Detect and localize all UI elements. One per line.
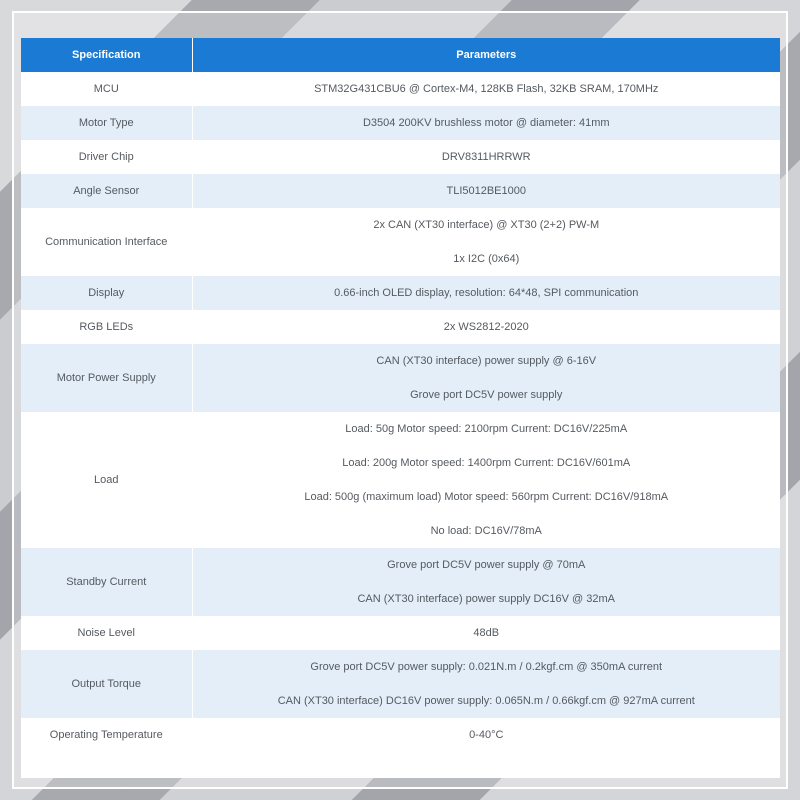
spec-label: Standby Current <box>21 548 192 616</box>
spec-value-line: 1x I2C (0x64) <box>453 253 520 265</box>
header-specification: Specification <box>21 38 192 72</box>
spec-value <box>192 106 780 140</box>
spec-value <box>192 650 780 718</box>
spec-value <box>192 548 780 616</box>
table-row <box>21 106 780 140</box>
spec-value <box>192 276 780 310</box>
spec-table <box>21 38 780 752</box>
spec-label: Motor Type <box>21 106 192 140</box>
spec-label: Noise Level <box>21 616 192 650</box>
spec-value <box>192 140 780 174</box>
spec-value-line: Grove port DC5V power supply: 0.021N.m / 0.2kgf.cm @ 350mA current <box>310 661 663 673</box>
spec-value-line: DRV8311HRRWR <box>441 151 531 163</box>
spec-value-line: Grove port DC5V power supply @ 70mA <box>387 559 586 571</box>
spec-value <box>192 174 780 208</box>
table-row <box>21 650 780 718</box>
spec-label: Display <box>21 276 192 310</box>
spec-value <box>192 208 780 276</box>
spec-panel <box>21 38 780 778</box>
spec-value-line: 0-40°C <box>469 729 504 741</box>
table-row <box>21 276 780 310</box>
spec-label: RGB LEDs <box>21 310 192 344</box>
spec-value-line: 0.66-inch OLED display, resolution: 64*48, SPI communication <box>334 287 639 299</box>
spec-value-line: No load: DC16V/78mA <box>430 525 542 537</box>
spec-value-line: 2x CAN (XT30 interface) @ XT30 (2+2) PW-M <box>373 219 600 231</box>
spec-value-line: STM32G431CBU6 @ Cortex-M4, 128KB Flash, 32KB SRAM, 170MHz <box>314 83 659 95</box>
spec-value-line: Load: 500g (maximum load) Motor speed: 560rpm Current: DC16V/918mA <box>304 491 669 503</box>
spec-value-line: TLI5012BE1000 <box>446 185 526 197</box>
spec-label: Angle Sensor <box>21 174 192 208</box>
spec-value <box>192 412 780 548</box>
header-parameters: Parameters <box>192 38 780 72</box>
spec-value-line: CAN (XT30 interface) DC16V power supply: 0.065N.m / 0.66kgf.cm @ 927mA current <box>277 695 695 707</box>
table-row <box>21 718 780 752</box>
table-row <box>21 140 780 174</box>
table-row <box>21 174 780 208</box>
spec-label: Driver Chip <box>21 140 192 174</box>
spec-value-line: CAN (XT30 interface) power supply DC16V @ 32mA <box>357 593 616 605</box>
spec-value-line: CAN (XT30 interface) power supply @ 6-16V <box>376 355 597 367</box>
spec-value <box>192 344 780 412</box>
table-row <box>21 412 780 548</box>
table-header-row <box>21 38 780 72</box>
spec-label: Operating Temperature <box>21 718 192 752</box>
spec-label: Load <box>21 412 192 548</box>
table-row <box>21 344 780 412</box>
spec-value-line: 48dB <box>473 627 500 639</box>
table-row <box>21 548 780 616</box>
spec-label: Communication Interface <box>21 208 192 276</box>
spec-value-line: D3504 200KV brushless motor @ diameter: 41mm <box>362 117 610 129</box>
spec-label: Motor Power Supply <box>21 344 192 412</box>
spec-value <box>192 616 780 650</box>
spec-value-line: 2x WS2812-2020 <box>443 321 529 333</box>
spec-value-line: Load: 50g Motor speed: 2100rpm Current: DC16V/225mA <box>345 423 628 435</box>
table-row <box>21 616 780 650</box>
spec-value-line: Load: 200g Motor speed: 1400rpm Current: DC16V/601mA <box>342 457 631 469</box>
spec-value <box>192 718 780 752</box>
spec-label: MCU <box>21 72 192 106</box>
table-row <box>21 72 780 106</box>
spec-value <box>192 72 780 106</box>
spec-value <box>192 310 780 344</box>
spec-label: Output Torque <box>21 650 192 718</box>
table-row <box>21 208 780 276</box>
spec-value-line: Grove port DC5V power supply <box>410 389 563 401</box>
table-row <box>21 310 780 344</box>
